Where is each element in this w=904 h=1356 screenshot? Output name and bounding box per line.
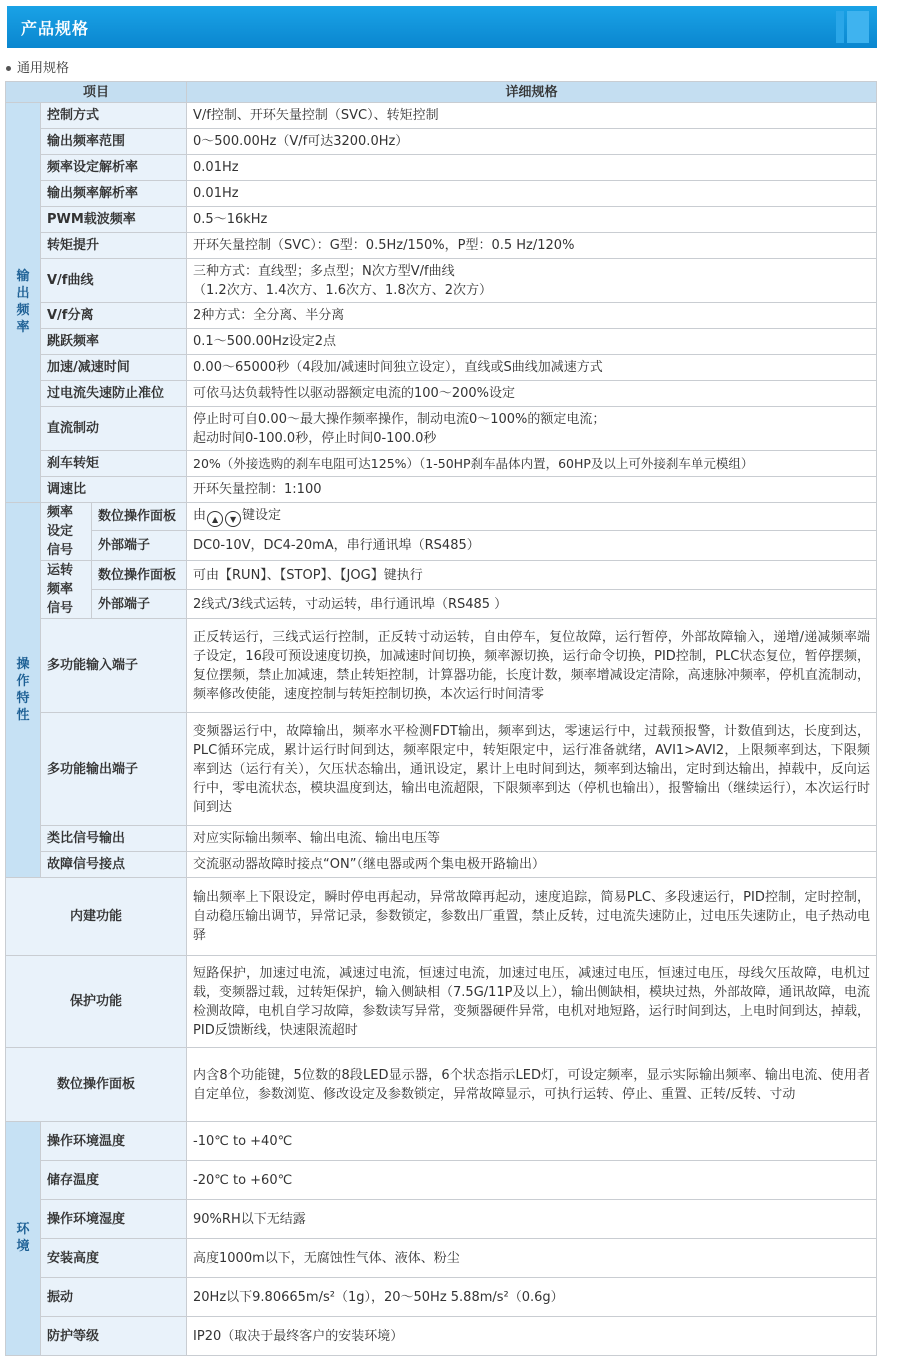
row-label: 外部端子 xyxy=(92,590,187,619)
row-label: 过电流失速防止准位 xyxy=(41,381,187,407)
row-label-keypad: 数位操作面板 xyxy=(6,1048,187,1122)
row-label: 数位操作面板 xyxy=(92,561,187,590)
row-value-suffix: 键设定 xyxy=(242,508,282,524)
row-value: 输出频率上下限设定，瞬时停电再起动，异常故障再起动，速度追踪，简易PLC、多段速运行，PID控制，定时控制，自动稳压输出调节，异常记录，参数锁定，参数出厂重置，禁止反转，过电流失速防止，过电压失速防止，电子热动电驿 xyxy=(187,878,877,956)
row-label: 输出频率解析率 xyxy=(41,181,187,207)
row-value: 0.00～65000秒（4段加/减速时间独立设定），直线或S曲线加减速方式 xyxy=(187,355,877,381)
row-label: 储存温度 xyxy=(41,1161,187,1200)
row-value: 开环矢量控制：1:100 xyxy=(187,477,877,503)
section-heading xyxy=(6,57,69,76)
title-decoration-bar xyxy=(836,11,844,43)
group-label-run-signal: 运转频率信号 xyxy=(41,561,92,619)
down-key-icon: ▼ xyxy=(225,511,241,527)
row-value-line: 起动时间0-100.0秒，停止时间0-100.0秒 xyxy=(193,430,437,446)
row-value: 对应实际输出频率、输出电流、输出电压等 xyxy=(187,826,877,852)
row-value: 20Hz以下9.80665m/s²（1g），20～50Hz 5.88m/s²（0.6g） xyxy=(187,1278,877,1317)
row-value: 0.01Hz xyxy=(187,181,877,207)
row-value: 变频器运行中，故障输出，频率水平检测FDT输出，频率到达，零速运行中，过载预报警，计数值到达，长度到达，PLC循环完成，累计运行时间到达，频率限定中，转矩限定中，运行准备就绪，AVI1>AVI2，上限频率到达，下限频率到达（运行有关），欠压状态输出，通讯设定，累计上电时间到达，频率到达输出，定时到达输出，掉载中，反向运行中，零电流状态，模块温度到达，输出电流超限，下限频率到达（停机也输出），报警输出（继续运行），本次运行时间到达 xyxy=(187,713,877,826)
spec-table xyxy=(5,81,877,1356)
row-label: 多功能输出端子 xyxy=(41,713,187,826)
row-value: 内含8个功能键，5位数的8段LED显示器，6个状态指示LED灯，可设定频率，显示实际输出频率、输出电流、使用者自定单位，参数浏览、修改设定及参数锁定，异常故障显示，可执行运转、停止、重置、正转/反转、寸动 xyxy=(187,1048,877,1122)
row-label: V/f曲线 xyxy=(41,259,187,303)
row-value-line: 三种方式：直线型；多点型；N次方型V/f曲线 xyxy=(193,263,455,279)
row-value: 正反转运行，三线式运行控制，正反转寸动运转，自由停车，复位故障，运行暂停，外部故障输入，递增/递减频率端子设定，16段可预设速度切换，加减速时间切换，频率源切换，运行命令切换，PID控制，PLC状态复位，暂停摆频，复位摆频，禁止加减速，禁止转矩控制，计算器功能，长度计数，频率增减设定清除，高速脉冲频率，停机直流制动，频率修改使能，速度控制与转矩控制切换，本次运行时间清零 xyxy=(187,619,877,713)
row-label: 刹车转矩 xyxy=(41,451,187,477)
row-value: 高度1000m以下，无腐蚀性气体、液体、粉尘 xyxy=(187,1239,877,1278)
row-value-line: 停止时可自0.00～最大操作频率操作，制动电流0～100%的额定电流； xyxy=(193,411,606,427)
row-label: 外部端子 xyxy=(92,531,187,561)
row-label: 类比信号输出 xyxy=(41,826,187,852)
row-label: 跳跃频率 xyxy=(41,329,187,355)
row-label: 数位操作面板 xyxy=(92,503,187,531)
row-value xyxy=(187,259,877,303)
row-value: DC0-10V，DC4-20mA，串行通讯埠（RS485） xyxy=(187,531,877,561)
row-value-prefix: 由 xyxy=(193,508,207,524)
category-operation: 操作特性 xyxy=(6,503,41,878)
group-label-freq-signal: 频率设定信号 xyxy=(41,503,92,561)
row-label: 控制方式 xyxy=(41,103,187,129)
row-value: -20℃ to +60℃ xyxy=(187,1161,877,1200)
row-value: 20%（外接选购的刹车电阻可达125%）（1-50HP刹车晶体内置，60HP及以上可外接刹车单元模组） xyxy=(187,451,877,477)
row-value: 0.1～500.00Hz设定2点 xyxy=(187,329,877,355)
row-value xyxy=(187,503,877,531)
row-value xyxy=(187,407,877,451)
category-output: 输出频率 xyxy=(6,103,41,503)
row-label: 加速/减速时间 xyxy=(41,355,187,381)
row-value: 可由【RUN】、【STOP】、【JOG】键执行 xyxy=(187,561,877,590)
row-label: 调速比 xyxy=(41,477,187,503)
page-title: 产品规格 xyxy=(21,19,90,38)
row-value: IP20（取决于最终客户的安装环境） xyxy=(187,1317,877,1356)
row-value: 2种方式：全分离、半分离 xyxy=(187,303,877,329)
row-value: V/f控制、开环矢量控制（SVC）、转矩控制 xyxy=(187,103,877,129)
row-value: 0.5～16kHz xyxy=(187,207,877,233)
row-value: 开环矢量控制（SVC）：G型：0.5Hz/150%，P型：0.5 Hz/120% xyxy=(187,233,877,259)
row-label: 输出频率范围 xyxy=(41,129,187,155)
header-item: 项目 xyxy=(6,82,187,103)
up-key-icon: ▲ xyxy=(207,511,223,527)
bullet-icon xyxy=(6,66,11,71)
row-value: 短路保护，加速过电流，减速过电流，恒速过电流，加速过电压，减速过电压，恒速过电压，母线欠压故障，电机过载，变频器过载，过转矩保护，输入侧缺相（7.5G/11P及以上），输出侧缺相，模块过热，外部故障，通讯故障，电流检测故障，电机自学习故障，参数读写异常，变频器硬件异常，电机对地短路，运行时间到达，上电时间到达，掉载，PID反馈断线，快速限流超时 xyxy=(187,956,877,1048)
row-value: 可依马达负载特性以驱动器额定电流的100～200%设定 xyxy=(187,381,877,407)
category-environment: 环境 xyxy=(6,1122,41,1356)
row-value: 0～500.00Hz（V/f可达3200.0Hz） xyxy=(187,129,877,155)
row-label: 直流制动 xyxy=(41,407,187,451)
row-label: 振动 xyxy=(41,1278,187,1317)
row-value: 90%RH以下无结露 xyxy=(187,1200,877,1239)
row-label: V/f分离 xyxy=(41,303,187,329)
row-value: 交流驱动器故障时接点“ON”（继电器或两个集电极开路输出） xyxy=(187,852,877,878)
header-detail: 详细规格 xyxy=(187,82,877,103)
row-label: 安装高度 xyxy=(41,1239,187,1278)
row-label: 故障信号接点 xyxy=(41,852,187,878)
row-label: PWM载波频率 xyxy=(41,207,187,233)
row-label: 防护等级 xyxy=(41,1317,187,1356)
row-value: -10℃ to +40℃ xyxy=(187,1122,877,1161)
title-bar xyxy=(7,6,877,48)
row-label: 频率设定解析率 xyxy=(41,155,187,181)
row-value: 2线式/3线式运转，寸动运转，串行通讯埠（RS485 ） xyxy=(187,590,877,619)
row-value: 0.01Hz xyxy=(187,155,877,181)
row-label: 转矩提升 xyxy=(41,233,187,259)
row-label: 操作环境温度 xyxy=(41,1122,187,1161)
row-value-line: （1.2次方、1.4次方、1.6次方、1.8次方、2次方） xyxy=(193,282,492,298)
row-label-builtin: 内建功能 xyxy=(6,878,187,956)
title-decoration-block xyxy=(847,11,869,43)
row-label-protection: 保护功能 xyxy=(6,956,187,1048)
section-label: 通用规格 xyxy=(17,61,70,76)
row-label: 操作环境湿度 xyxy=(41,1200,187,1239)
row-label: 多功能输入端子 xyxy=(41,619,187,713)
